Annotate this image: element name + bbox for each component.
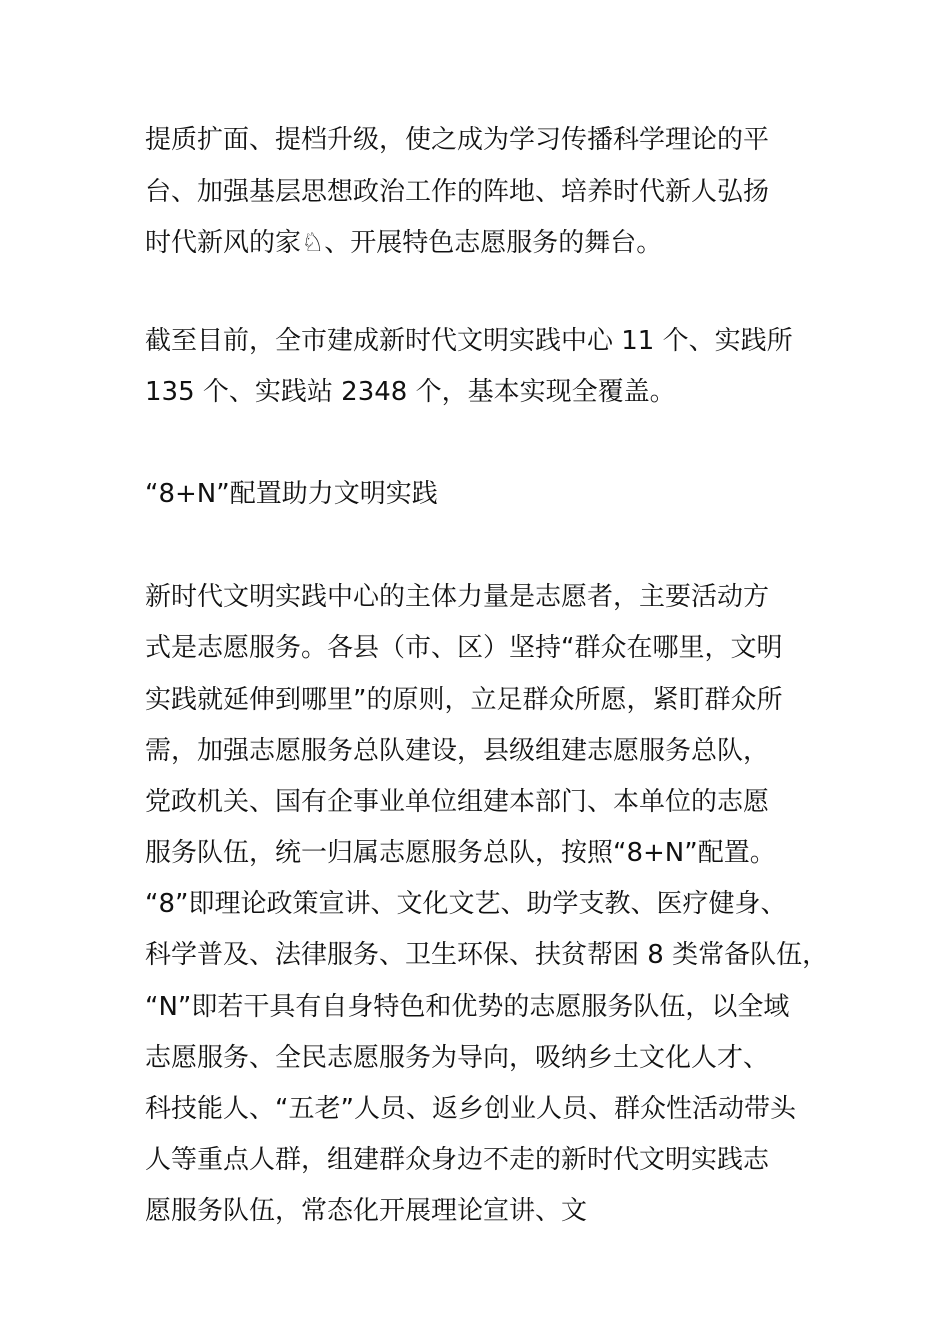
text-line: “8”即理论政策宣讲、文化文艺、助学支教、医疗健身、 [145, 889, 787, 919]
text-line: 新时代文明实践中心的主体力量是志愿者，主要活动方 [145, 582, 770, 612]
text-line: 服务队伍，统一归属志愿服务总队，按照“8+N”配置。 [145, 838, 776, 868]
text-line: 需，加强志愿服务总队建设，县级组建志愿服务总队， [145, 736, 770, 766]
text-line: 截至目前，全市建成新时代文明实践中心 11 个、实践所 [145, 326, 793, 356]
text-line: 科学普及、法律服务、卫生环保、扶贫帮困 8 类常备队伍， [145, 940, 829, 970]
text-line: 人等重点人群，组建群众身边不走的新时代文明实践志 [145, 1145, 770, 1175]
text-line: 实践就延伸到哪里”的原则，立足群众所愿，紧盯群众所 [145, 685, 783, 715]
text-line: 提质扩面、提档升级，使之成为学习传播科学理论的平 [145, 125, 770, 155]
text-line: 科技能人、“五老”人员、返乡创业人员、群众性活动带头 [145, 1094, 796, 1124]
text-line: 式是志愿服务。各县（市、区）坚持“群众在哪里，文明 [145, 633, 783, 663]
text-line: 台、加强基层思想政治工作的阵地、培养时代新人弘扬 [145, 177, 770, 207]
text-line: 党政机关、国有企事业单位组建本部门、本单位的志愿 [145, 787, 770, 817]
text-line: 135 个、实践站 2348 个，基本实现全覆盖。 [145, 377, 676, 407]
section-heading: “8+N”配置助力文明实践 [145, 479, 438, 509]
text-line: “N”即若干具有自身特色和优势的志愿服务队伍，以全域 [145, 992, 790, 1022]
text-line: 愿服务队伍，常态化开展理论宣讲、文 [145, 1196, 588, 1226]
text-line: 志愿服务、全民志愿服务为导向，吸纳乡土文化人才、 [145, 1043, 770, 1073]
text-line: 时代新风的家♘、开展特色志愿服务的舞台。 [145, 228, 663, 258]
